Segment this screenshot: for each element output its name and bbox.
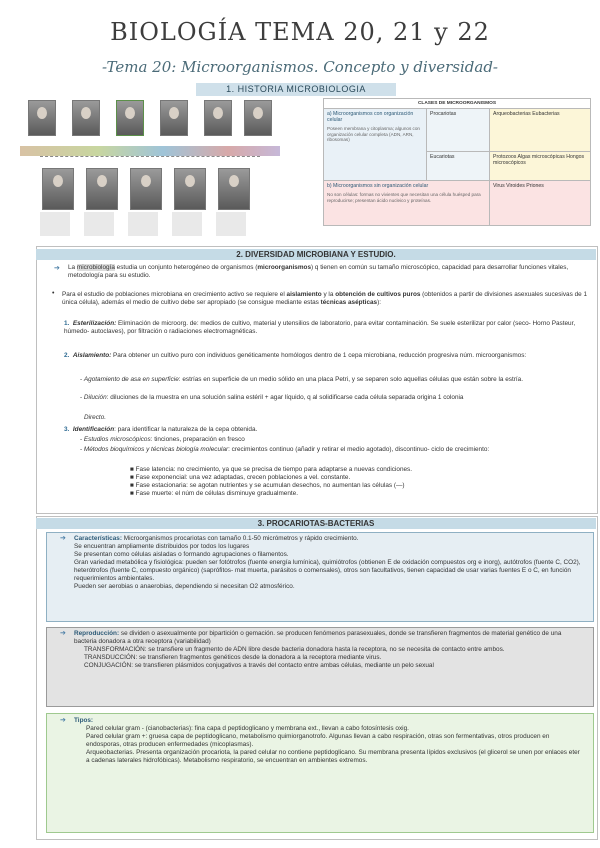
list-item: ■ Fase muerte: el núm de células disminuye gradualmente. — [130, 490, 298, 497]
portrait-3 — [116, 100, 144, 136]
cell-cellular-title: a) Microorganismos con organización celular — [327, 111, 414, 123]
cell-cellular-note: Poseen membrana y citoplasma; algunos con organización celular completa (ADN, ARN, ribosomas) — [327, 126, 420, 142]
section-3-heading: 3. PROCARIOTAS-BACTERIAS — [36, 518, 596, 529]
item-estudios: - Estudios microscópicos: tinciones, preparación en fresco — [80, 436, 245, 443]
portrait-9 — [130, 168, 162, 210]
microorganism-classes-table — [323, 98, 591, 226]
cell-procariotas-list: Arqueobacterias Eubacterias — [490, 109, 591, 152]
item-esterilizacion: 1. Esterilización: Eliminación de microorg. de: medios de cultivo, material y utensilios de laboratorio, para evitar contaminación. Se suele esterilizar por calor (seco- Horno Pasteur, húmedo- autoclaves), por filtración o radiaciones electromagnéticas. — [64, 320, 576, 335]
cell-acellular-title: b) Microorganismos sin organización celular — [327, 183, 429, 189]
bullet-icon: • — [52, 290, 55, 297]
tipos-text: Tipos: Pared celular gram - (cianobacterias): fina capa d peptidoglicano y membrana ext., llevan a cabo fotosíntesis oxig. Pared celular gram +: gruesa capa de peptidoglicano, metabolismo quimiorganotrofo. Algunas llevan a cabo respiración, otras son fermentativas, otros producen en endosporas, otras producen enfermedades (micoplasmas). Arqueobacterias. Presenta organización procariota, la pared celular no contiene peptidoglicano. Su membrana presenta lípidos exclusivos (el glicerol se unen por enlaces eter a cadenas laterales hidrofóbicas). Metabolismo respiratorio, se encuentran en ambientes extremos. — [74, 717, 580, 764]
timeline-connectors — [40, 156, 260, 165]
cell-cellular — [324, 109, 427, 181]
arrow-icon: ➔ — [60, 630, 66, 637]
item-metodos: - Métodos bioquímicos y técnicas biología molecular: crecimientos continuo (añadir y retirar el medio agotado), discontinuo- ciclo de crecimiento: — [80, 446, 490, 453]
section-2-intro: La microbiología estudia un conjunto heterogéneo de organismos (microorganismos) q tienen en común su tamaño microscópico, capacidad para desarrollar funciones vitales, metodología para su estudio. — [68, 264, 569, 279]
item-aislamiento: 2. Aislamiento: Para obtener un cultivo puro con individuos genéticamente homólogos dentro de 1 cepa microbiana, reducción progresiva núm. microorganismos: — [64, 352, 527, 359]
list-item: ■ Fase exponencial: una vez adaptadas, crecen poblaciones a vel. constante. — [130, 474, 351, 481]
cell-procariotas: Procariotas — [427, 109, 490, 152]
item-directo: Directo. — [84, 414, 107, 421]
page-subtitle: -Tema 20: Microorganismos. Concepto y diversidad- — [102, 58, 498, 76]
portrait-6 — [244, 100, 272, 136]
portrait-8 — [86, 168, 118, 210]
cell-acellular-list: Virus Viroides Priones — [490, 181, 591, 226]
list-item: ■ Fase latencia: no crecimiento, ya que se precisa de tiempo para adaptarse a nuevas condiciones. — [130, 466, 413, 473]
cell-eucariotas: Eucariotas — [427, 152, 490, 181]
portrait-1 — [28, 100, 56, 136]
portrait-2 — [72, 100, 100, 136]
section-1-heading: 1. HISTORIA MICROBIOLOGIA — [196, 83, 396, 96]
cell-acellular-note: No son células: formas no vivientes que necesitan una célula huésped para reproducirse; presentan ácido nucleico y proteínas. — [327, 192, 481, 203]
cell-acellular — [324, 181, 490, 226]
table-title: CLASES DE MICROORGANISMOS — [324, 99, 591, 109]
timeline-captions — [40, 212, 260, 236]
reproduccion-text: Reproducción: se dividen o asexualmente por bipartición o gemación. se producen fenómenos parasexuales, donde se transfieren fragmentos de material genético de una bacteria donadora a otra receptora (variabilidad) TRANSFORMACIÓN: se transfiere un fragmento de ADN libre desde bacteria donadora hasta la receptora, no se necesita de contacto entre ambos. TRANSDUCCIÓN: se transfieren fragmentos genéticos desde la donadora a la receptora mediante virus. CONJUGACIÓN: se transfieren plásmidos conjugativos a través del contacto entre ambas células, mediante un pelo sexual — [74, 630, 562, 669]
growth-phase-list — [130, 466, 586, 498]
portrait-4 — [160, 100, 188, 136]
section-2-heading: 2. DIVERSIDAD MICROBIANA Y ESTUDIO. — [36, 249, 596, 260]
arrow-icon: ➔ — [60, 535, 66, 542]
arrow-icon: ➔ — [54, 265, 60, 272]
portrait-10 — [174, 168, 206, 210]
item-dilucion: - Dilución: diluciones de la muestra en una solución salina estéril + agar líquido, q al solidificarse cada célula separada origina 1 colonia — [80, 394, 464, 401]
portrait-11 — [218, 168, 250, 210]
portrait-7 — [42, 168, 74, 210]
list-item: ■ Fase estacionaria: se agotan nutrientes y se acumulan desechos, no aumentan las células (—) — [130, 482, 405, 489]
item-agotamiento: - Agotamiento de asa en superficie: estrías en superficie de un medio sólido en una placa Petri, y se separen solo aquellas células que están sobre la estría. — [80, 376, 523, 383]
arrow-icon: ➔ — [60, 717, 66, 724]
section-2-asepsis-paragraph: Para el estudio de poblaciones microbiana en crecimiento activo se requiere el aislamiento y la obtención de cultivos puros (obtenidos a partir de divisiones asexuales sucesivas de 1 única célula), además el medio de cultivo debe ser apropiado (se consigue mediante estas técnicas asépticas): — [62, 291, 588, 306]
caracteristicas-text: Características: Microorganismos procariotas con tamaño 0.1-50 micrómetros y rápido crecimiento. Se encuentran ampliamente distribuidos por todos los lugares Se presentan como células aisladas o formando agrupaciones o filamentos. Gran variedad metabólica y fisiológica: pueden ser fotótrofos (fuente energía lumínica), quimiótrofos (obtienen E de oxidación compuestos org e inorg), autótrofos (fuente C, CO2), heterótrofos (fuente C, compuesto orgánico) (saprófitos- mat muerta, parásitos o comensales), otros son facultativos, tienen capacidad de usar varias fuentes E o C, en función requerimientos ambientales. Pueden ser aerobias o anaerobias, dependiendo si necesitan O2 atmosférico. — [74, 535, 581, 590]
portrait-5 — [204, 100, 232, 136]
timeline-bar — [20, 146, 280, 156]
page-title: BIOLOGÍA TEMA 20, 21 y 22 — [110, 18, 490, 46]
history-timeline-figure — [20, 96, 280, 246]
item-identificacion: 3. Identificación: para identificar la naturaleza de la cepa obtenida. — [64, 426, 258, 433]
cell-eucariotas-list: Protozoos Algas microscópicas Hongos microscópicos — [490, 152, 591, 181]
